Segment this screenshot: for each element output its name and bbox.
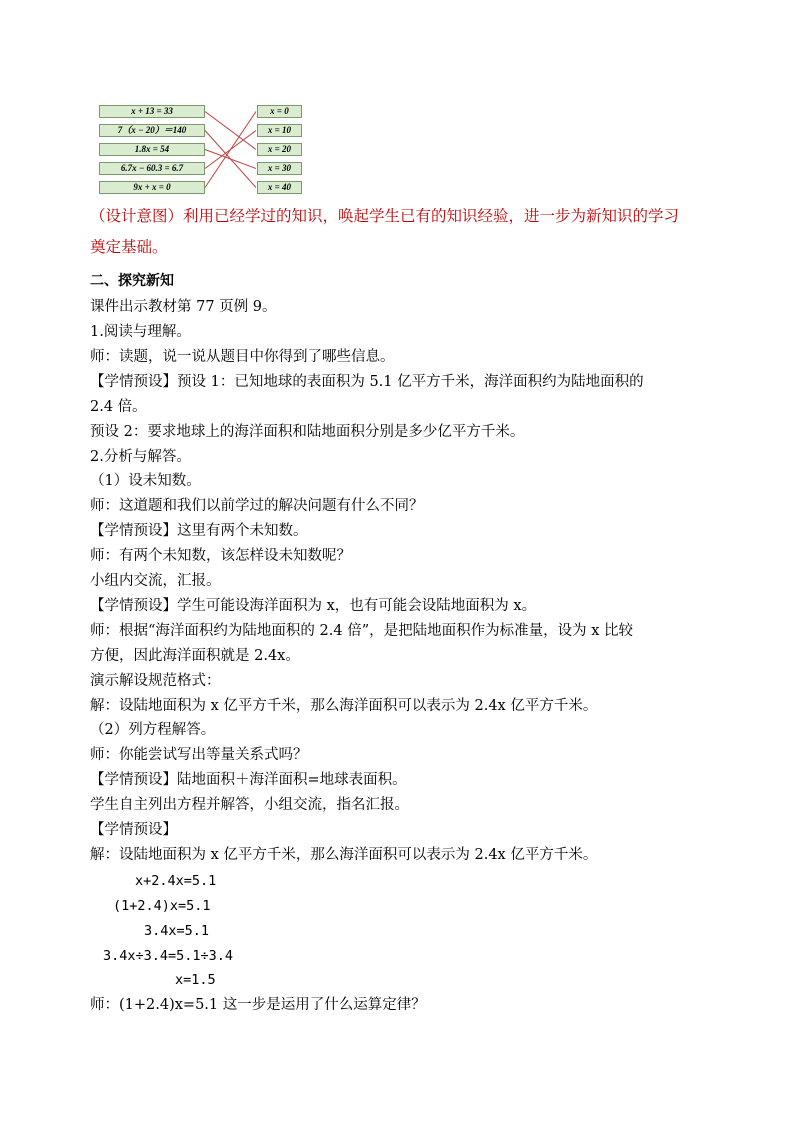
- text-line: （2）列方程解答。: [90, 722, 216, 738]
- text-line: 预设 2：要求地球上的海洋面积和陆地面积分别是多少亿平方千米。: [90, 424, 525, 440]
- match-line-5: [205, 112, 256, 188]
- text-line: 方便，因此海洋面积就是 2.4x。: [90, 648, 300, 664]
- left-equation-2: 7（x − 20）＝140: [99, 124, 205, 137]
- equation-step-4: 3.4x÷3.4=5.1÷3.4: [103, 948, 234, 964]
- text-line: 解：设陆地面积为 x 亿平方千米，那么海洋面积可以表示为 2.4x 亿平方千米。: [90, 698, 598, 714]
- design-intent-line-2: 奠定基础。: [90, 238, 168, 256]
- text-line: 课件出示教材第 77 页例 9。: [90, 299, 277, 315]
- equation-step-2: (1+2.4)x=5.1: [113, 898, 211, 914]
- text-line: 【学情预设】陆地面积＋海洋面积=地球表面积。: [90, 772, 407, 788]
- text-line: 师：读题，说一说从题目中你得到了哪些信息。: [90, 349, 395, 365]
- text-line: 演示解设规范格式：: [90, 673, 221, 689]
- text-line: 2.4 倍。: [90, 399, 147, 415]
- left-equation-1: x + 13 = 33: [99, 105, 205, 118]
- text-line: 师：这道题和我们以前学过的解决问题有什么不同？: [90, 498, 424, 514]
- text-line: 【学情预设】预设 1：已知地球的表面积为 5.1 亿平方千米，海洋面积约为陆地面积的: [90, 374, 644, 390]
- text-line: 学生自主列出方程并解答，小组交流，指名汇报。: [90, 797, 409, 813]
- left-equation-5: 9x + x = 0: [99, 181, 205, 194]
- text-line: 师：你能尝试写出等量关系式吗？: [90, 747, 308, 763]
- design-intent-line-1: （设计意图）利用已经学过的知识，唤起学生已有的知识经验，进一步为新知识的学习: [90, 207, 680, 225]
- right-answer-5: x = 40: [257, 181, 302, 194]
- equation-step-3: 3.4x=5.1: [144, 923, 210, 939]
- right-answer-3: x = 20: [257, 143, 302, 156]
- equation-matching-figure: [96, 102, 306, 198]
- text-line: 2.分析与解答。: [90, 449, 191, 465]
- text-line: 师：有两个未知数，该怎样设未知数呢？: [90, 548, 351, 564]
- right-answer-4: x = 30: [257, 162, 302, 175]
- equation-step-1: x+2.4x=5.1: [135, 873, 217, 889]
- equation-step-5: x=1.5: [175, 972, 216, 988]
- text-line: 【学情预设】: [90, 822, 177, 838]
- text-line: 【学情预设】这里有两个未知数。: [90, 523, 308, 539]
- text-line: 【学情预设】学生可能设海洋面积为 x，也有可能会设陆地面积为 x。: [90, 598, 537, 614]
- text-line: （1）设未知数。: [90, 473, 201, 489]
- match-line-1: [205, 112, 256, 150]
- text-line: 小组内交流，汇报。: [90, 573, 221, 589]
- section-heading: 二、探究新知: [90, 273, 174, 289]
- text-line: 解：设陆地面积为 x 亿平方千米，那么海洋面积可以表示为 2.4x 亿平方千米。: [90, 847, 598, 863]
- right-answer-2: x = 10: [257, 124, 302, 137]
- match-line-3: [205, 150, 256, 169]
- left-equation-4: 6.7x − 60.3 = 6.7: [99, 162, 205, 175]
- left-equation-3: 1.8x = 54: [99, 143, 205, 156]
- right-answer-1: x = 0: [257, 105, 302, 118]
- closing-question: 师：(1+2.4)x=5.1 这一步是运用了什么运算定律？: [90, 997, 426, 1013]
- text-line: 1.阅读与理解。: [90, 324, 191, 340]
- text-line: 师：根据“海洋面积约为陆地面积的 2.4 倍”，是把陆地面积作为标准量，设为 x 比较: [90, 623, 633, 639]
